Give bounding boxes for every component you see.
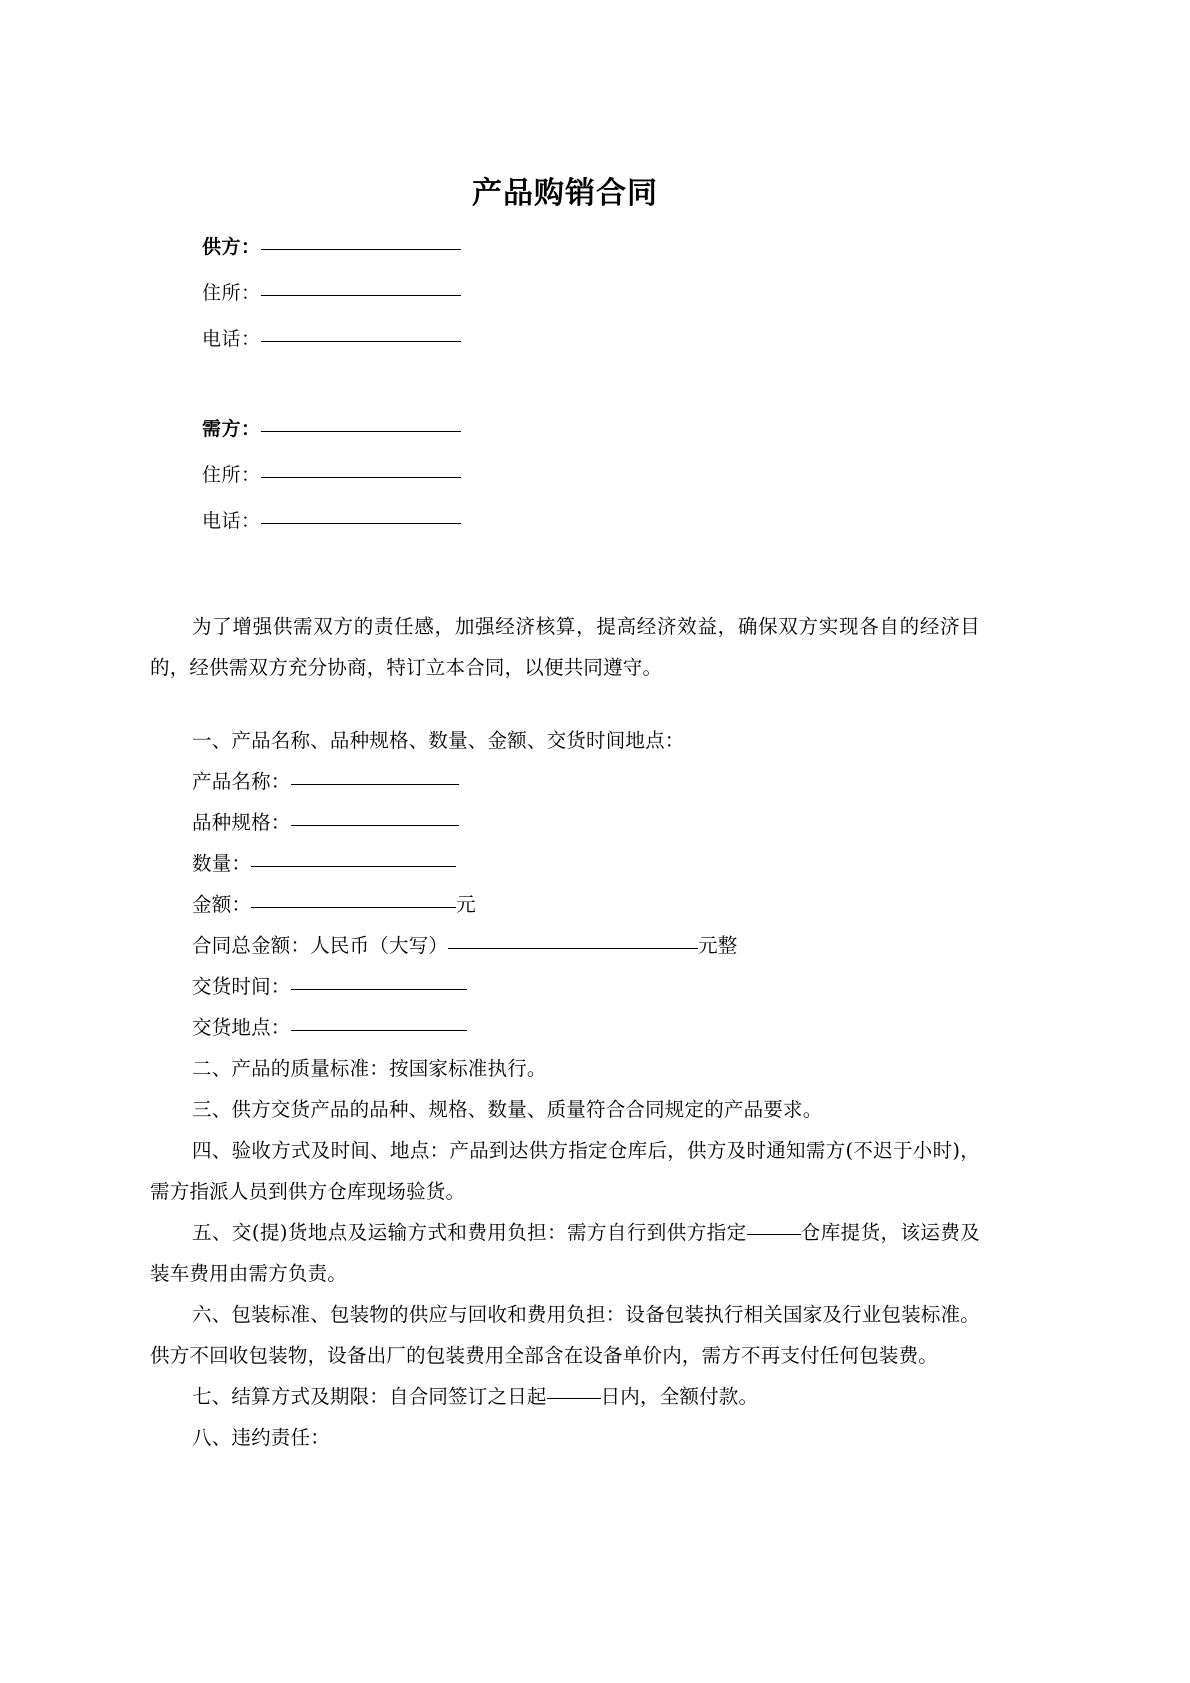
page-title: 产品购销合同 — [472, 176, 658, 211]
supplier-phone-blank[interactable] — [261, 341, 461, 342]
delivery-time-blank[interactable] — [291, 989, 467, 990]
total-amount-blank[interactable] — [448, 948, 698, 949]
buyer-party-block — [150, 420, 980, 558]
supplier-name-row — [150, 238, 980, 284]
quantity-label: 数量： — [192, 852, 252, 875]
clause-8: 八、违约责任： — [192, 1426, 330, 1449]
supplier-phone-label: 电话： — [202, 328, 261, 350]
delivery-time-row — [150, 966, 980, 1007]
clause-7-text-part1: 七、结算方式及期限：自合同签订之日起 — [192, 1385, 547, 1408]
total-amount-suffix: 元整 — [698, 934, 738, 957]
clause-5-warehouse-blank[interactable] — [747, 1234, 801, 1235]
amount-blank[interactable] — [251, 907, 456, 908]
buyer-name-row — [150, 420, 980, 466]
clause-7-text-part2: 日内，全额付款。 — [600, 1385, 759, 1408]
supplier-address-blank[interactable] — [261, 295, 461, 296]
clause-5-text-part2: 仓库提货，该运费及装车费用由需方负责。 — [150, 1221, 980, 1285]
quantity-blank[interactable] — [251, 866, 456, 867]
delivery-place-blank[interactable] — [291, 1030, 467, 1031]
supplier-party-block — [150, 238, 980, 376]
total-amount-label: 合同总金额：人民币（大写） — [192, 934, 449, 957]
intro-paragraph: 为了增强供需双方的责任感，加强经济核算，提高经济效益，确保双方实现各自的经济目的，经供需双方充分协商，特订立本合同，以便共同遵守。 — [150, 615, 980, 679]
supplier-name-label: 供方： — [202, 236, 261, 258]
quantity-row — [150, 843, 980, 884]
spec-blank[interactable] — [291, 825, 459, 826]
clause-3: 三、供方交货产品的品种、规格、数量、质量符合合同规定的产品要求。 — [192, 1098, 823, 1121]
document-content — [150, 0, 980, 1458]
clause-5-text-part1: 五、交(提)货地点及运输方式和费用负担：需方自行到供方指定 — [192, 1221, 747, 1244]
product-name-blank[interactable] — [291, 784, 459, 785]
supplier-address-row — [150, 284, 980, 330]
buyer-address-row — [150, 466, 980, 512]
delivery-time-label: 交货时间： — [192, 975, 291, 998]
buyer-name-blank[interactable] — [261, 431, 461, 432]
amount-label: 金额： — [192, 893, 252, 916]
delivery-place-label: 交货地点： — [192, 1016, 291, 1039]
amount-unit: 元 — [456, 893, 476, 916]
product-name-row — [150, 761, 980, 802]
buyer-phone-label: 电话： — [202, 510, 261, 532]
supplier-name-blank[interactable] — [261, 249, 461, 250]
amount-row — [150, 884, 980, 925]
clause-1-heading: 一、产品名称、品种规格、数量、金额、交货时间地点： — [192, 729, 685, 752]
buyer-address-label: 住所： — [202, 464, 261, 486]
spec-row — [150, 802, 980, 843]
clause-2: 二、产品的质量标准：按国家标准执行。 — [192, 1057, 547, 1080]
buyer-address-blank[interactable] — [261, 477, 461, 478]
clause-5 — [150, 1212, 980, 1294]
total-amount-row — [150, 925, 980, 966]
buyer-phone-row — [150, 512, 980, 558]
supplier-phone-row — [150, 330, 980, 376]
spec-label: 品种规格： — [192, 811, 291, 834]
clause-4: 四、验收方式及时间、地点：产品到达供方指定仓库后，供方及时通知需方(不迟于小时)，需方指派人员到供方仓库现场验货。 — [150, 1139, 980, 1203]
buyer-name-label: 需方： — [202, 418, 261, 440]
clause-7-days-blank[interactable] — [547, 1398, 601, 1399]
buyer-phone-blank[interactable] — [261, 523, 461, 524]
delivery-place-row — [150, 1007, 980, 1048]
product-name-label: 产品名称： — [192, 770, 291, 793]
supplier-address-label: 住所： — [202, 282, 261, 304]
clause-6: 六、包装标准、包装物的供应与回收和费用负担：设备包装执行相关国家及行业包装标准。供方不回收包装物，设备出厂的包装费用全部含在设备单价内，需方不再支付任何包装费。 — [150, 1303, 981, 1367]
clause-7 — [150, 1376, 980, 1417]
